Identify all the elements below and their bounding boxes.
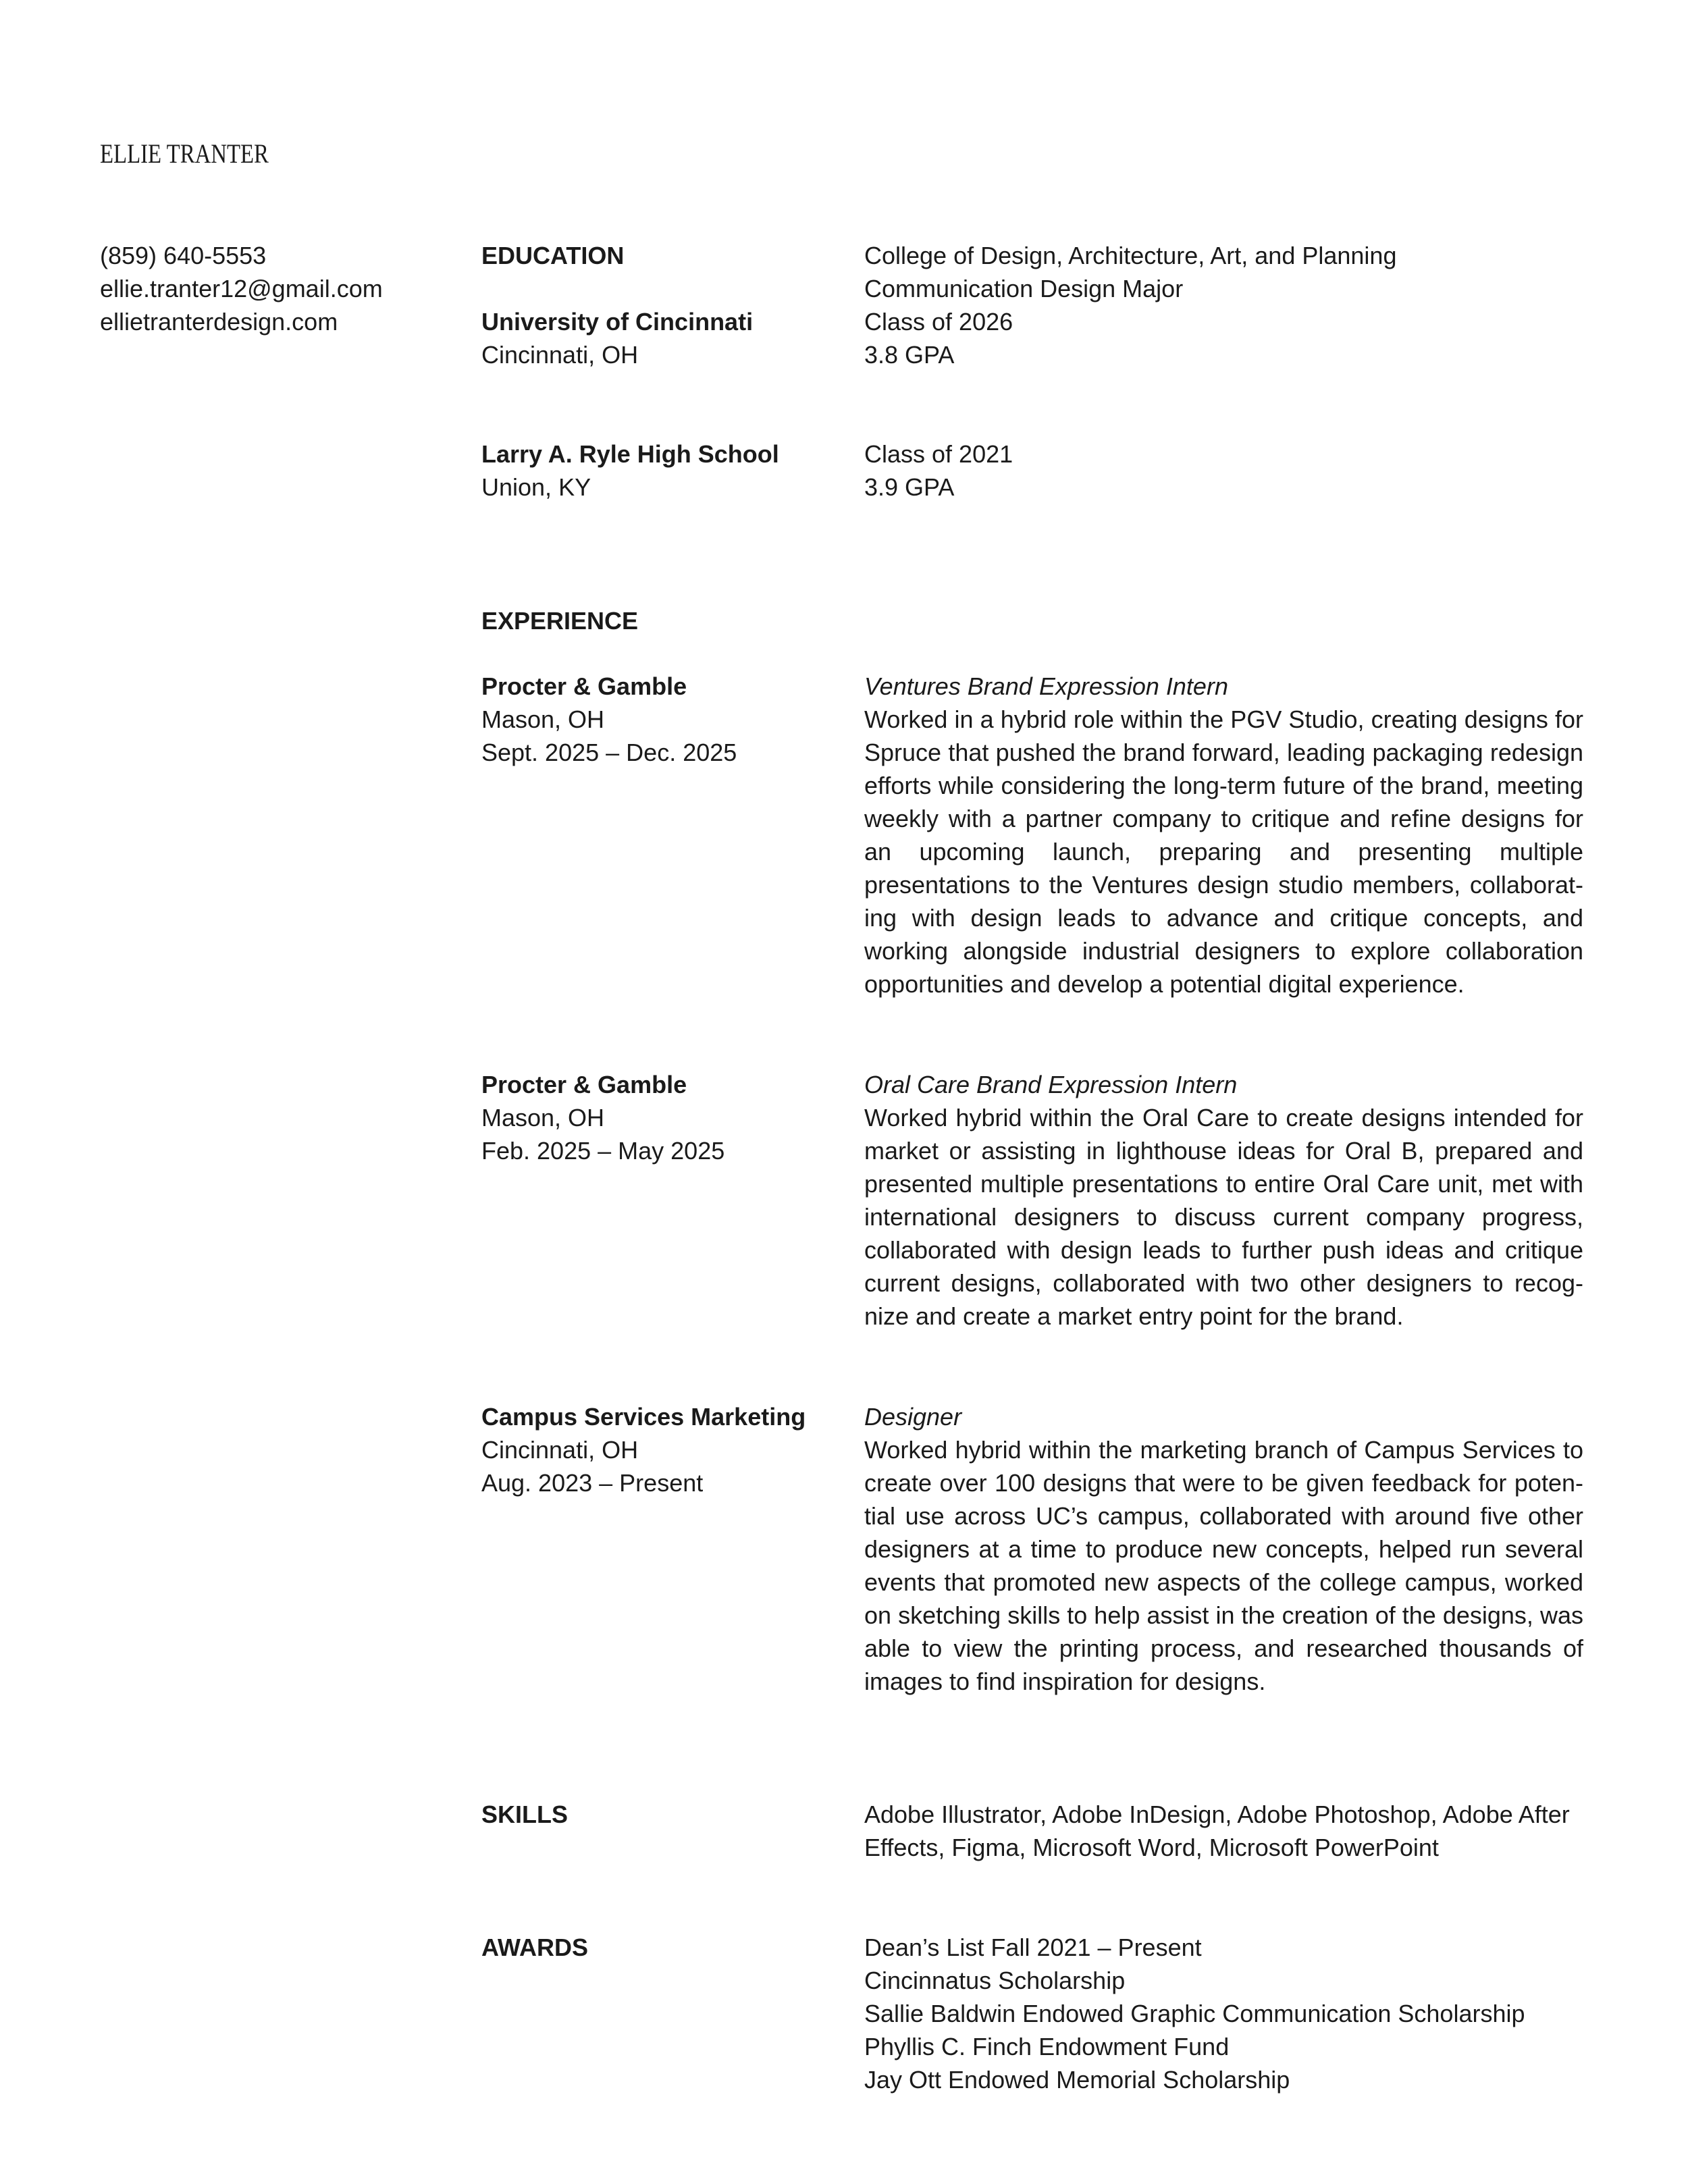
experience-entry-meta [481, 1400, 846, 1499]
award-item: Sallie Baldwin Endowed Graphic Communication Scholarship [864, 2000, 1525, 2027]
experience-heading: EXPERIENCE [481, 607, 639, 635]
detail-line: Class of 2026 [864, 308, 1013, 336]
education-details-ryle [864, 437, 1583, 504]
education-entry-ryle [481, 437, 846, 504]
employment-dates: Feb. 2025 – May 2025 [481, 1137, 725, 1165]
website-url: ellietranterdesign.com [100, 308, 338, 336]
education-details-uc [864, 239, 1583, 371]
education-entry-uc [481, 305, 846, 371]
company-name: Campus Services Marketing [481, 1403, 806, 1431]
school-location: Cincinnati, OH [481, 341, 639, 369]
awards-list [864, 1931, 1583, 2096]
job-description: Worked hybrid within the marketing branch of Campus Services to create over 100 designs that were to be given feedback for potential use across UC’s campus, collaborated with around five other designers at a time to produce new concepts, helped run several events that promoted new aspects of the college campus, worked on sketching skills to help assist in the creation of the designs, was able to view the printing process, and researched thousands of images to find inspiration for designs. [864, 1436, 1583, 1695]
detail-line: Class of 2021 [864, 440, 1013, 468]
employment-dates: Aug. 2023 – Present [481, 1469, 704, 1497]
skills-heading: SKILLS [481, 1801, 569, 1828]
company-location: Cincinnati, OH [481, 1436, 639, 1464]
company-name: Procter & Gamble [481, 672, 687, 700]
school-location: Union, KY [481, 473, 591, 501]
job-description: Worked hybrid within the Oral Care to create designs intended for market or assisting in lighthouse ideas for Oral B, prepared and presented multiple presentations to entire Oral Care unit, met with international designers to discuss current company progress, collaborated with design leads to further push ideas and critique current designs, collaborated with two other designers to recognize and create a market entry point for the brand. [864, 1104, 1583, 1330]
award-item: Jay Ott Endowed Memorial Scholarship [864, 2066, 1290, 2094]
phone-number: (859) 640-5553 [100, 242, 267, 269]
experience-entry-body [864, 1068, 1583, 1333]
company-location: Mason, OH [481, 705, 605, 733]
job-title: Ventures Brand Expression Intern [864, 672, 1228, 700]
awards-heading: AWARDS [481, 1934, 589, 1961]
detail-line: Communication Design Major [864, 275, 1184, 302]
job-title: Oral Care Brand Expression Intern [864, 1071, 1238, 1098]
employment-dates: Sept. 2025 – Dec. 2025 [481, 739, 737, 766]
education-heading: EDUCATION [481, 242, 625, 269]
experience-entry-meta [481, 1068, 846, 1167]
detail-line: 3.9 GPA [864, 473, 955, 501]
skills-list: Adobe Illustrator, Adobe InDesign, Adobe Photoshop, Adobe After Effects, Figma, Microsoft Word, Microsoft PowerPoint [864, 1801, 1570, 1861]
experience-entry-body [864, 1400, 1583, 1698]
company-location: Mason, OH [481, 1104, 605, 1131]
award-item: Dean’s List Fall 2021 – Present [864, 1934, 1202, 1961]
detail-line: College of Design, Architecture, Art, and Planning [864, 242, 1397, 269]
school-name: Larry A. Ryle High School [481, 440, 779, 468]
experience-entry-body [864, 670, 1583, 1001]
school-name: University of Cincinnati [481, 308, 754, 336]
job-title: Designer [864, 1403, 962, 1431]
experience-entry-meta [481, 670, 846, 769]
job-description: Worked in a hybrid role within the PGV Studio, creating designs for Spruce that pushed the brand forward, leading packaging redesign efforts while considering the long-term future of the brand, meeting weekly with a partner company to critique and refine designs for an upcoming launch, preparing and presenting multiple presentations to the Ventures design studio members, collaborating with design leads to advance and critique concepts, and working alongside industrial designers to explore collaboration opportunities and develop a potential digital experience. [864, 705, 1583, 998]
email-address: ellie.tranter12@gmail.com [100, 275, 383, 302]
award-item: Cincinnatus Scholarship [864, 1967, 1126, 1994]
company-name: Procter & Gamble [481, 1071, 687, 1098]
contact-info [100, 239, 383, 338]
resume-name: ELLIE TRANTER [100, 138, 269, 169]
award-item: Phyllis C. Finch Endowment Fund [864, 2033, 1230, 2060]
detail-line: 3.8 GPA [864, 341, 955, 369]
